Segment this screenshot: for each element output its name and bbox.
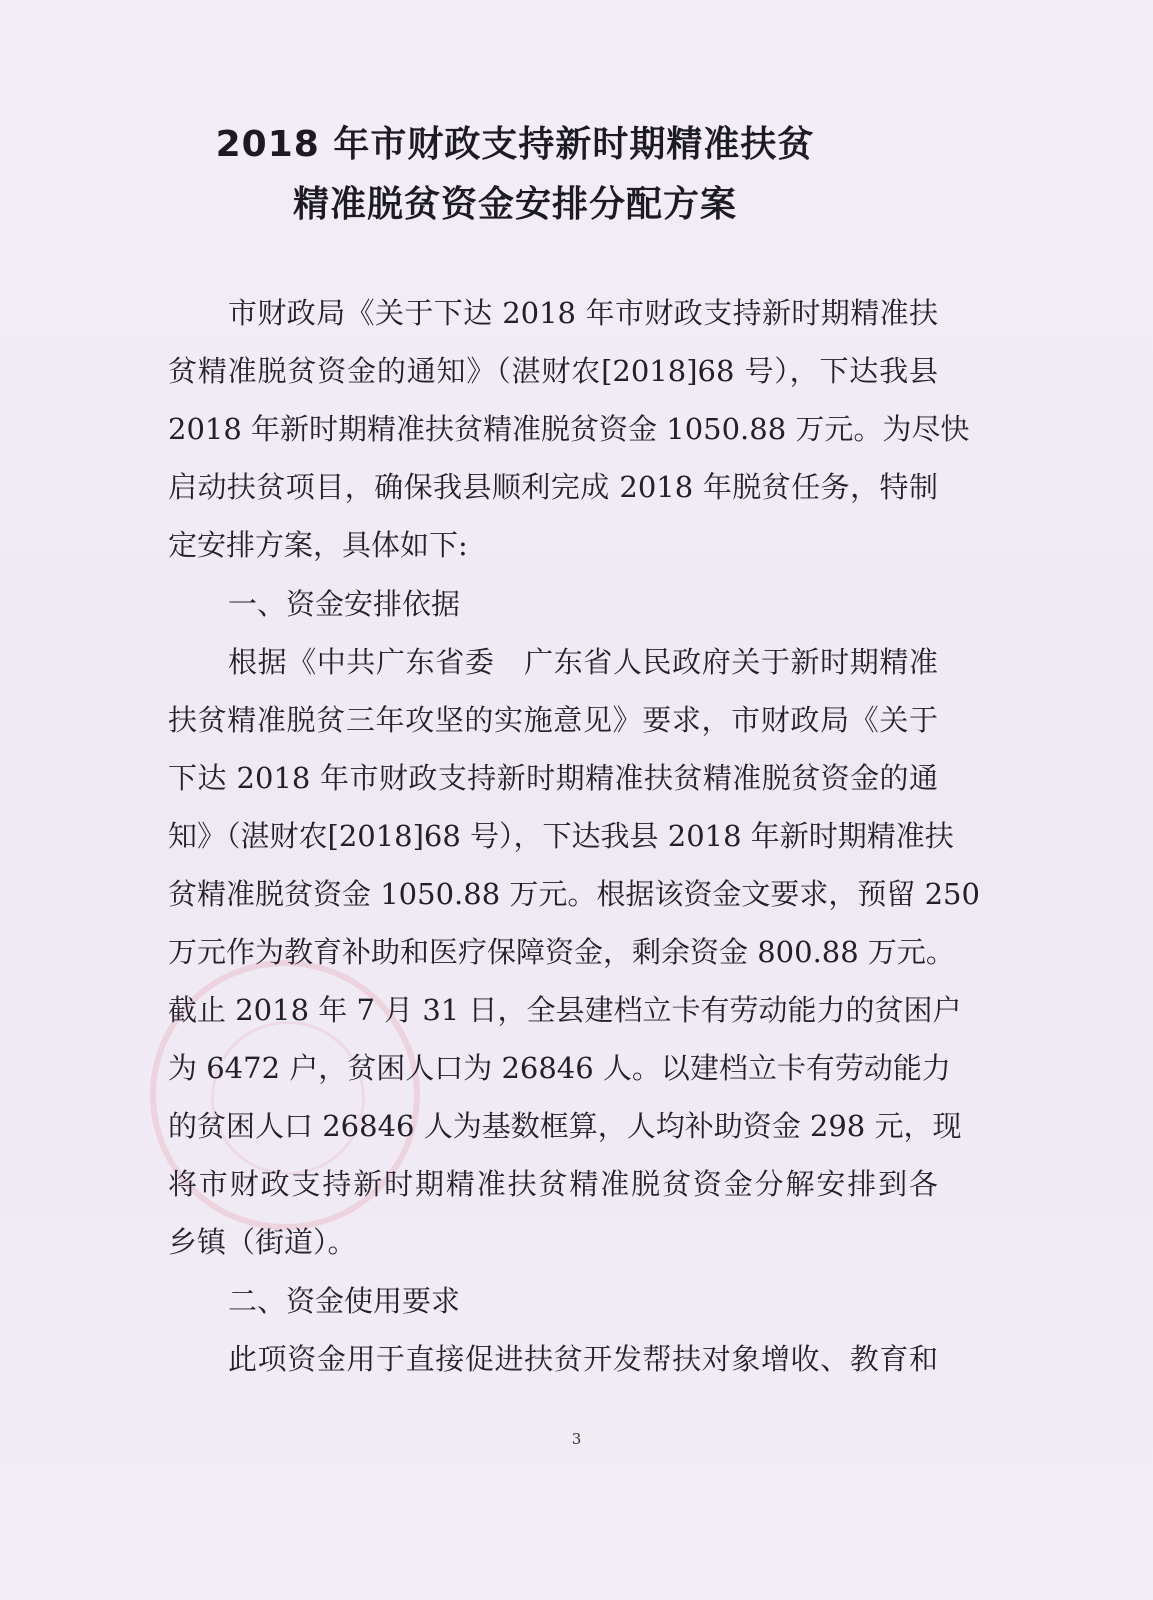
- section-heading-1: 一、资金安排依据: [228, 587, 461, 621]
- body-line-3: 2018 年新时期精准扶贫精准脱贫资金 1050.88 万元。为尽快: [168, 412, 970, 446]
- body-line-10: 贫精准脱贫资金 1050.88 万元。根据该资金文要求，预留 250: [168, 877, 980, 911]
- body-line-8: 下达 2018 年市财政支持新时期精准扶贫精准脱贫资金的通: [168, 761, 938, 795]
- body-line-16: 乡镇（街道）。: [168, 1225, 357, 1259]
- section-heading-2: 二、资金使用要求: [228, 1284, 461, 1318]
- body-line-17: 此项资金用于直接促进扶贫开发帮扶对象增收、教育和: [228, 1342, 938, 1376]
- body-line-2: 贫精准脱贫资金的通知》（湛财农[2018]68 号），下达我县: [168, 354, 938, 388]
- body-line-1: 市财政局《关于下达 2018 年市财政支持新时期精准扶: [228, 296, 938, 330]
- body-line-6: 根据《中共广东省委 广东省人民政府关于新时期精准: [228, 645, 938, 679]
- body-line-15: 将市财政支持新时期精准扶贫精准脱贫资金分解安排到各: [168, 1167, 938, 1201]
- body-line-11: 万元作为教育补助和医疗保障资金，剩余资金 800.88 万元。: [168, 935, 955, 969]
- document-title-line-2: 精准脱贫资金安排分配方案: [292, 184, 737, 225]
- page-number: 3: [571, 1430, 582, 1448]
- document-title-line-1: 2018 年市财政支持新时期精准扶贫: [215, 124, 815, 165]
- body-line-7: 扶贫精准脱贫三年攻坚的实施意见》要求，市财政局《关于: [168, 703, 938, 737]
- seal-inner-ring: [211, 1021, 365, 1175]
- body-line-12: 截止 2018 年 7 月 31 日，全县建档立卡有劳动能力的贫困户: [168, 993, 962, 1027]
- body-line-9: 知》（湛财农[2018]68 号），下达我县 2018 年新时期精准扶: [168, 819, 954, 853]
- body-line-4: 启动扶贫项目，确保我县顺利完成 2018 年脱贫任务，特制: [168, 470, 938, 504]
- body-line-14: 的贫困人口 26846 人为基数框算，人均补助资金 298 元，现: [168, 1109, 962, 1143]
- body-line-13: 为 6472 户，贫困人口为 26846 人。以建档立卡有劳动能力: [168, 1051, 951, 1085]
- body-line-5: 定安排方案，具体如下:: [168, 528, 468, 562]
